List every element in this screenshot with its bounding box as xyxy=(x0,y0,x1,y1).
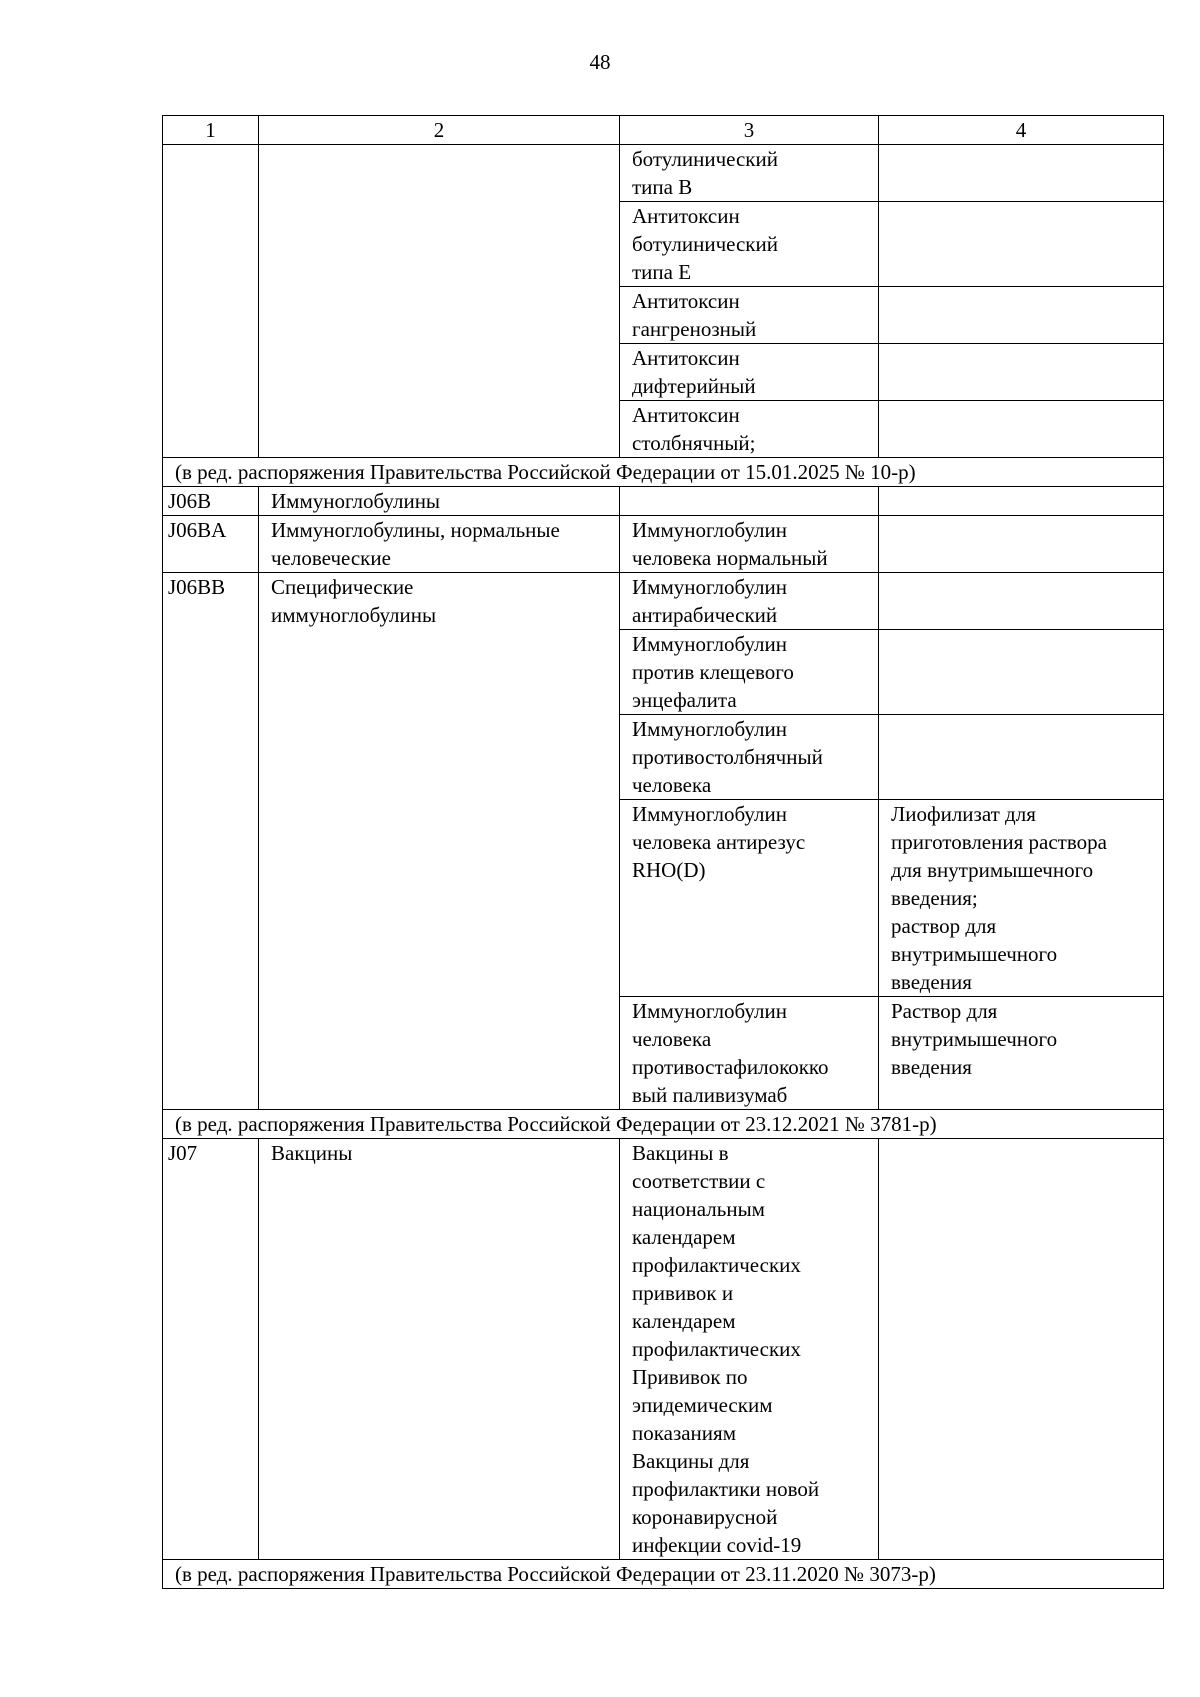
amendment-note: (в ред. распоряжения Правительства Российской Федерации от 23.12.2021 № 3781-р) xyxy=(163,1110,1164,1139)
medicine-name-cell: Иммуноглобулин человека нормальный xyxy=(620,516,879,573)
dosage-form-cell xyxy=(879,715,1164,800)
column-header-2: 2 xyxy=(259,116,620,145)
group-name-cell: Вакцины xyxy=(259,1139,620,1560)
amendment-note: (в ред. распоряжения Правительства Российской Федерации от 23.11.2020 № 3073-р) xyxy=(163,1560,1164,1589)
column-header-1: 1 xyxy=(163,116,259,145)
code-cell: J06BA xyxy=(163,516,259,573)
amendment-row xyxy=(163,1110,1164,1139)
table-row xyxy=(163,516,1164,573)
medicine-name-cell: Иммуноглобулин против клещевого энцефалита xyxy=(620,630,879,715)
table-row xyxy=(163,1139,1164,1560)
dosage-form-cell xyxy=(879,487,1164,516)
group-name-cell: Специфические иммуноглобулины xyxy=(259,573,620,1110)
medicine-name-cell: Антитоксин гангренозный xyxy=(620,287,879,344)
dosage-form-cell xyxy=(879,516,1164,573)
amendment-note: (в ред. распоряжения Правительства Российской Федерации от 15.01.2025 № 10-р) xyxy=(163,458,1164,487)
dosage-form-cell xyxy=(879,573,1164,630)
medicine-name-cell: Антитоксин ботулинический типа E xyxy=(620,202,879,287)
table-row xyxy=(163,487,1164,516)
column-header-4: 4 xyxy=(879,116,1164,145)
column-header-3: 3 xyxy=(620,116,879,145)
group-name-cell: Иммуноглобулины xyxy=(259,487,620,516)
medicine-name-cell: Иммуноглобулин человека антирезус RHO(D) xyxy=(620,800,879,997)
header-row xyxy=(163,116,1164,145)
medicine-name-cell: Вакцины в соответствии с национальным календарем профилактических прививок и календарем профилактических Прививок по эпидемическим показаниям Вакцины для профилактики новой коронавирусной инфекции covid-19 xyxy=(620,1139,879,1560)
code-cell: J07 xyxy=(163,1139,259,1560)
dosage-form-cell xyxy=(879,202,1164,287)
group-name-cell: Иммуноглобулины, нормальные человеческие xyxy=(259,516,620,573)
dosage-form-cell xyxy=(879,630,1164,715)
page-number: 48 xyxy=(589,50,611,74)
medicine-name-cell: Иммуноглобулин человека противостафилококко вый паливизумаб xyxy=(620,997,879,1110)
dosage-form-cell xyxy=(879,1139,1164,1560)
group-name-cell xyxy=(259,145,620,458)
table-row xyxy=(163,145,1164,202)
dosage-form-cell: Лиофилизат для приготовления раствора для внутримышечного введения; раствор для внутримышечного введения xyxy=(879,800,1164,997)
medicines-table xyxy=(162,115,1164,1589)
medicine-name-cell: Иммуноглобулин противостолбнячный человека xyxy=(620,715,879,800)
amendment-row xyxy=(163,458,1164,487)
amendment-row xyxy=(163,1560,1164,1589)
medicine-name-cell: Антитоксин столбнячный; xyxy=(620,401,879,458)
dosage-form-cell xyxy=(879,145,1164,202)
code-cell: J06BB xyxy=(163,573,259,1110)
medicine-name-cell: Антитоксин дифтерийный xyxy=(620,344,879,401)
medicine-name-cell xyxy=(620,487,879,516)
table-row xyxy=(163,573,1164,630)
medicine-name-cell: ботулинический типа B xyxy=(620,145,879,202)
dosage-form-cell: Раствор для внутримышечного введения xyxy=(879,997,1164,1110)
code-cell xyxy=(163,145,259,458)
dosage-form-cell xyxy=(879,287,1164,344)
dosage-form-cell xyxy=(879,401,1164,458)
code-cell: J06B xyxy=(163,487,259,516)
medicine-name-cell: Иммуноглобулин антирабический xyxy=(620,573,879,630)
dosage-form-cell xyxy=(879,344,1164,401)
